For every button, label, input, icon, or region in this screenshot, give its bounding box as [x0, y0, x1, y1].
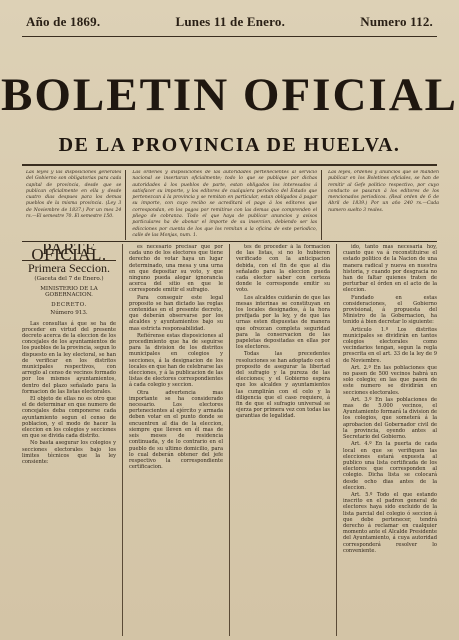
- number-label: Numero 112.: [360, 14, 433, 29]
- notice-center: Las ordenes y disposiciones de las autoridades pertenecientes al servicio nacional se insertaran oficialmente; todo lo que se publique por dichas autoridades á los pueblos de parte, estan obligados los interesados á satisfacer su importe, y los editores de cualquiera periodico del Estado que pertenezcan á la provincia y se remitan en particular, estan obligados á pagar su importe, con cuyo recibo se acreditará el pago á los editores que correspondan, en los pagos por remitirse con las demas que comprenden el pliego de cobranza. Todo el que haya de publicar anuncios y avisos particulares ha de abonar el importe de su insercion, debiendo ser las edicciones por cuenta de los que los remitan a la oficina de este periodico, calle de las Monjas, num. 1.: [132, 170, 322, 240]
- masthead-title: BOLETIN OFICIAL: [0, 69, 459, 121]
- column-4: [343, 244, 437, 636]
- column-divider: [336, 244, 337, 636]
- paragraph: Articulo 1.º Los distritos municipales se dividirán en tantos colegios electorales como vecindarios tengan, segun la regla prescrita en el art. 33 de la ley de 9 de Noviembre.: [343, 326, 437, 364]
- decree-number: Número 913.: [50, 310, 88, 317]
- paragraph: Refiérense estas disposiciones al procedimiento que ha de seguirse para la division de los distritos municipales en colegios y secciones, á la designacion de los locales en que han de celebrarse las elecciones, y á la publicacion de las listas de electores correspondientes á cada colegio y seccion.: [129, 332, 223, 389]
- paragraph: No basta asegurar los colegios y secciones electorales bajo los limites técnicos que la ley consiente:: [22, 440, 116, 466]
- paragraph: Otra advertencia mas importante se ha considerado necesario. Los electores pertenecientes al ejército y armada deben votar en el punto donde se encuentren al dia de la eleccion, siempre que lleven en él mas de seis meses de residencia continuada, y de lo contrario en el pueblo de su ultimo domicilio, para lo cual deberán obtener del jefe respectivo la correspondiente certificacion.: [129, 389, 223, 471]
- paragraph: Art. 5.º Todo el que estando inscrito en el padron general de electores haya sido excluido de la lista parcial del colegio ó seccion á que debe pertenecer, tendrá derecho á reclamar en cualquier momento ante el Alcalde Presidente del Ayuntamiento, á cuya autoridad corresponderá resolver lo conveniente.: [343, 491, 437, 554]
- column-2: [129, 244, 223, 636]
- paragraph: Las consultas á que se ha de proceder en virtud del presente decreto acerca de la eleccion de los concejales de los ayuntamientos de los pueblos de la provincia, segun lo dispuesto en la ley electoral, se han de verificar en los distritos municipales respectivos, con arreglo al censo de vecinos formado por los mismos ayuntamientos, dentro del plazo señalado para la formacion de las listas electorales.: [22, 320, 116, 395]
- article-columns: [22, 244, 437, 636]
- paragraph: es necesario precisar que por cada uno de los electores que tiene derecho de votar haya un lugar determinado, una mesa y una urna en que depositar su voto, y que ninguno pueda alegar ignorancia acerca del sitio en que le corresponde emitir el sufragio.: [129, 244, 223, 294]
- paragraph: Art. 2.º En las poblaciones que no pasen de 500 vecinos habrá un solo colegio; en las que pasen de este numero se dividirán en secciones electorales.: [343, 364, 437, 396]
- column-1: [22, 244, 116, 636]
- column-divider: [229, 244, 230, 636]
- year-label: Año de 1869.: [26, 14, 101, 29]
- date-label: Lunes 11 de Enero.: [175, 14, 286, 29]
- paragraph: Los alcaldes cuidarán de que las mesas interinas se constituyan en los locales designados, á la hora prefijada por la ley, y de que las urnas esten dispuestas de manera que ofrezcan completa seguridad para la conservacion de las papeletas depositadas en ellas por los electores.: [236, 294, 330, 351]
- paragraph: ido, tanto mas necesaria hoy, cuanto que va á reconstituirse el estado politico de la Nacion de una manera radical y nueva en nuestra historia, y cuando por desgracia no han de faltar quienes traten de perturbar el órden en el acto de la eleccion.: [343, 244, 437, 294]
- column-3: [236, 244, 330, 636]
- subsection-title: Primera Seccion.: [28, 261, 110, 276]
- header-line: [26, 12, 433, 32]
- notices-rule: [22, 241, 437, 242]
- notice-left: Las leyes y las disposiciones generales del Gobierno son obligatorias para cada capital de provincia, desde que se publican oficialmente en ella y desde cuatro dias despues para los demas pueblos de la misma provincia. (Ley 3 de Noviembre de 1837.) Por un mes 24 rs.—El semestre 70. El semestre 150.: [26, 170, 126, 240]
- section-title: PARTE OFICIAL.: [22, 246, 116, 261]
- notice-right: Las leyes, ordenes y anuncios que se manden publicar en los Boletines oficiales, se han de remitir al Gefe politico respectivo, por cuyo conducto se pasaran á los editores de los mencionados periodicos. (Real orden de 6 de Abril de 1839.) Por un año 240 rs.—Cada numero suelto 3 reales.: [328, 170, 439, 213]
- notices-block: [26, 170, 439, 240]
- paragraph: El objeto de ellas no es otro que el de determinar en que numero de concejales deba componerse cada ayuntamiento segun el censo de poblacion, y el modo de hacer la eleccion en los colegios y secciones en que se divida cada distrito.: [22, 396, 116, 440]
- ministry-heading: MINISTERIO DE LA GOBERNACION.: [40, 285, 98, 299]
- header-rule: [22, 36, 437, 37]
- masthead-subtitle: DE LA PROVINCIA DE HUELVA.: [58, 134, 401, 156]
- paragraph: Para conseguir este legal proposito se han dictado las reglas contenidas en el presente decreto, que deberán observarse por los alcaldes y ayuntamientos bajo su mas estricta responsabilidad.: [129, 294, 223, 332]
- paragraph: Fundado en estas consideraciones, el Gobierno provisional, á propuesta del Ministro de la Gobernacion, ha tenido á bien decretar lo siguiente:: [343, 294, 437, 326]
- masthead-rule: [22, 164, 437, 166]
- source-note: (Gaceta del 7 de Enero.): [34, 275, 104, 282]
- paragraph: Art. 3.º En las poblaciones de mas de 5.000 vecinos, el Ayuntamiento formará la division de los colegios, que someterá á la aprobacion del Gobernador civil de la provincia, oyendo antes al Secretario del Gobierno.: [343, 396, 437, 441]
- paragraph: Art. 4.º En la puerta de cada local en que se verifiquen las elecciones estará expuesta al publico una lista certificada de los electores que corresponden al colegio. Dicha lista se colocará desde ocho dias antes de la eleccion.: [343, 441, 437, 491]
- decree-label: DECRETO.: [51, 302, 87, 309]
- paragraph: tes de proceder á la formacion de las listas, si no lo hubieren verificado con la anticipacion debida, con el fin de que al dia señalado para la eleccion pueda cada elector saber con certeza donde le corresponde emitir su voto.: [236, 244, 330, 294]
- paragraph: Todas las precedentes resoluciones se han adoptado con el proposito de asegurar la libertad del sufragio y la pureza de las elecciones; y el Gobierno espera que los alcaldes y ayuntamientos las cumplirán con el celo y la diligencia que el caso requiere, á fin de que el sufragio universal se ejerza por primera vez con todas las garantias de legalidad.: [236, 351, 330, 420]
- column-divider: [122, 244, 123, 636]
